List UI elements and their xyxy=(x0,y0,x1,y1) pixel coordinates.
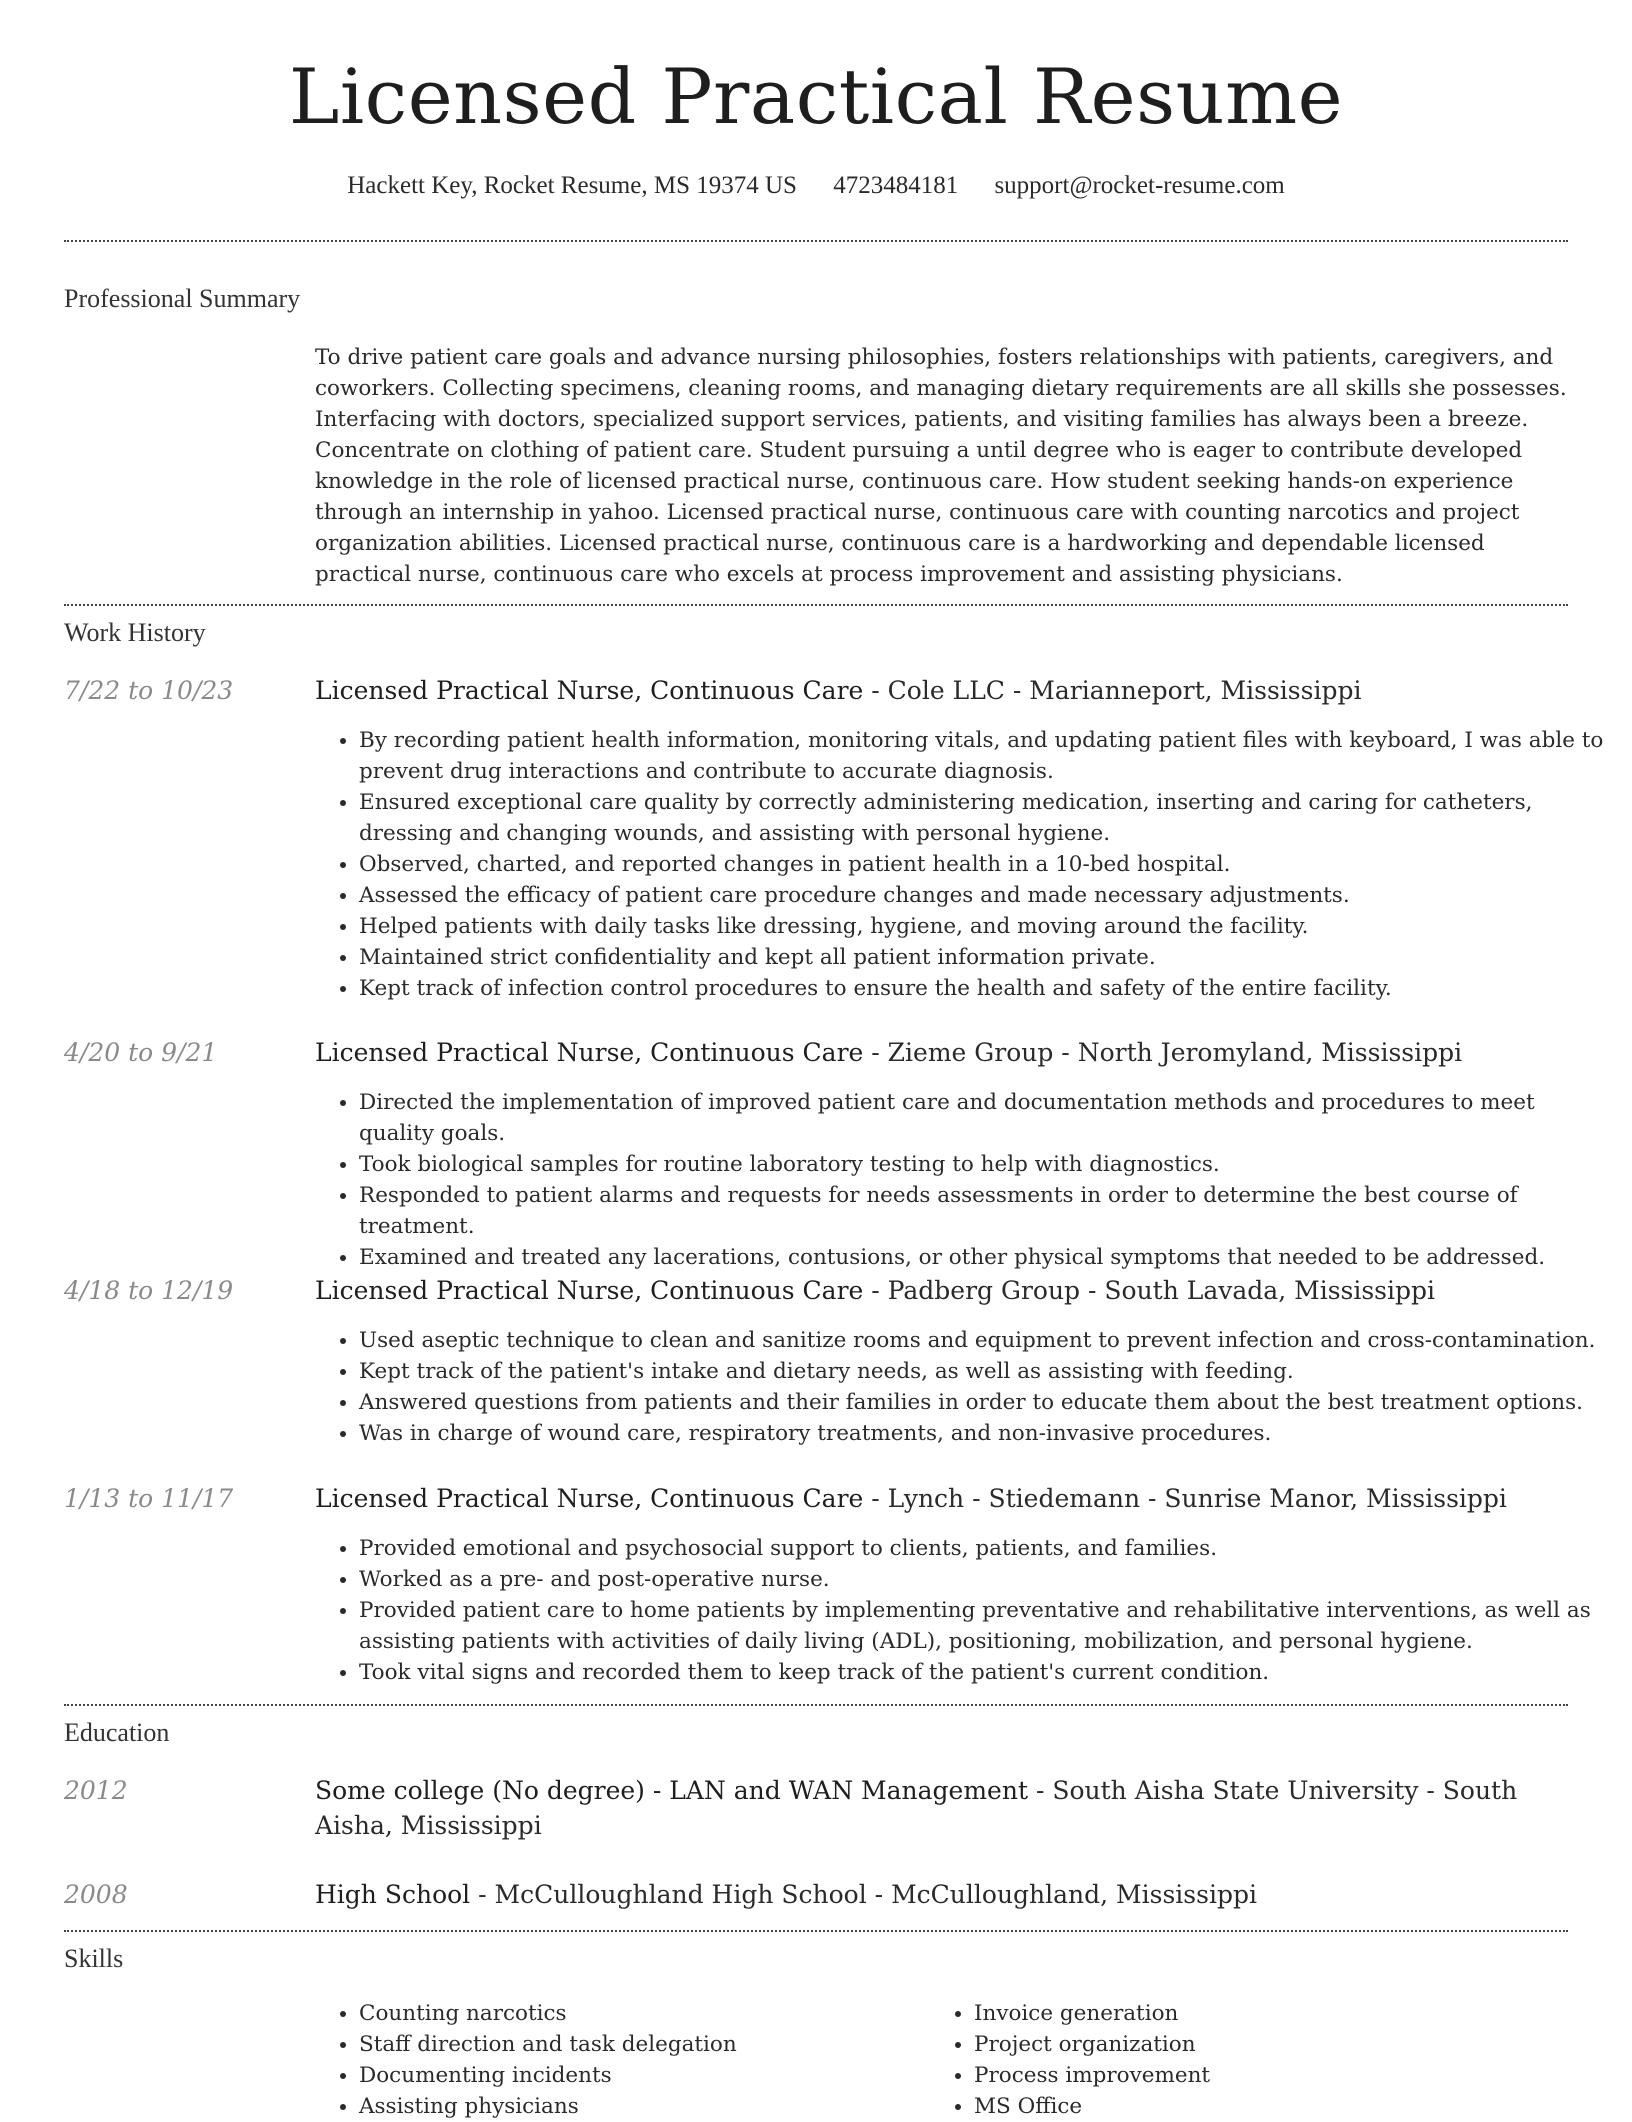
education-degree: Some college (No degree) - LAN and WAN Management xyxy=(315,1776,1028,1805)
job-title xyxy=(315,1481,1570,1516)
section-title-summary: Professional Summary xyxy=(64,284,301,313)
job-bullet: • Kept track of infection control procedures to ensure the health and safety of the entire facility. xyxy=(359,973,1609,1004)
education-entry xyxy=(315,1773,1570,1843)
job-role: Licensed Practical Nurse, Continuous Care xyxy=(315,676,864,705)
section-title-work: Work History xyxy=(64,618,206,647)
job-bullet: • Was in charge of wound care, respiratory treatments, and non-invasive procedures. xyxy=(359,1418,1609,1449)
job-dates: 7/22 to 10/23 xyxy=(64,676,234,705)
job-bullet: • Answered questions from patients and their families in order to educate them about the best treatment options. xyxy=(359,1387,1609,1418)
skill-item: • Process improvement xyxy=(974,2060,1574,2091)
contact-line xyxy=(0,172,1632,200)
divider xyxy=(64,1930,1568,1932)
job-dates: 1/13 to 11/17 xyxy=(64,1484,234,1513)
job-bullet: • Observed, charted, and reported changes in patient health in a 10-bed hospital. xyxy=(359,849,1609,880)
job-bullet: • Helped patients with daily tasks like dressing, hygiene, and moving around the facility. xyxy=(359,911,1609,942)
job-details: - Zieme Group - North Jeromyland, Mississippi xyxy=(863,1038,1463,1067)
job-title xyxy=(315,1273,1570,1308)
job-bullets xyxy=(315,725,1609,1004)
job-bullet: • Assessed the efficacy of patient care procedure changes and made necessary adjustments. xyxy=(359,880,1609,911)
job-title xyxy=(315,1035,1570,1070)
education-degree: High School xyxy=(315,1880,471,1909)
skill-item: • Staff direction and task delegation xyxy=(359,2029,919,2060)
job-bullet: • Took biological samples for routine laboratory testing to help with diagnostics. xyxy=(359,1149,1609,1180)
job-dates: 4/20 to 9/21 xyxy=(64,1038,218,1067)
job-bullet: • Kept track of the patient's intake and dietary needs, as well as assisting with feeding. xyxy=(359,1356,1609,1387)
job-details: - Padberg Group - South Lavada, Mississippi xyxy=(863,1276,1436,1305)
education-details: - South Aisha State University - South Aisha, Mississippi xyxy=(315,1776,1518,1840)
job-bullet: • Used aseptic technique to clean and sanitize rooms and equipment to prevent infection and cross-contamination. xyxy=(359,1325,1609,1356)
skill-item: • MS Office xyxy=(974,2091,1574,2122)
skill-item: • Assisting physicians xyxy=(359,2091,919,2122)
divider xyxy=(64,1704,1568,1706)
education-entry xyxy=(315,1877,1570,1912)
job-bullets xyxy=(315,1533,1609,1688)
job-bullet: • Provided emotional and psychosocial support to clients, patients, and families. xyxy=(359,1533,1609,1564)
job-bullets xyxy=(315,1325,1609,1449)
job-bullet: • Worked as a pre- and post-operative nurse. xyxy=(359,1564,1609,1595)
section-title-skills: Skills xyxy=(64,1944,124,1973)
job-bullet: • Maintained strict confidentiality and kept all patient information private. xyxy=(359,942,1609,973)
resume-name: Licensed Practical Resume xyxy=(288,52,1344,141)
skill-item: • Project organization xyxy=(974,2029,1574,2060)
job-role: Licensed Practical Nurse, Continuous Care xyxy=(315,1484,864,1513)
divider xyxy=(64,240,1568,242)
divider xyxy=(64,604,1568,606)
contact-email: support@rocket-resume.com xyxy=(994,172,1285,199)
skill-item: • Documenting incidents xyxy=(359,2060,919,2091)
job-details: - Cole LLC - Marianneport, Mississippi xyxy=(863,676,1362,705)
job-bullet: • Ensured exceptional care quality by correctly administering medication, inserting and caring for catheters, dressing and changing wounds, and assisting with personal hygiene. xyxy=(359,787,1609,849)
education-year: 2012 xyxy=(64,1776,128,1805)
job-dates: 4/18 to 12/19 xyxy=(64,1276,234,1305)
job-role: Licensed Practical Nurse, Continuous Care xyxy=(315,1038,864,1067)
contact-address: Hackett Key, Rocket Resume, MS 19374 US xyxy=(347,172,797,199)
skills-list-left xyxy=(315,1998,919,2122)
job-bullet: • By recording patient health information, monitoring vitals, and updating patient files with keyboard, I was able to prevent drug interactions and contribute to accurate diagnosis. xyxy=(359,725,1609,787)
job-title xyxy=(315,673,1570,708)
section-title-education: Education xyxy=(64,1718,170,1747)
job-role: Licensed Practical Nurse, Continuous Care xyxy=(315,1276,864,1305)
job-details: - Lynch - Stiedemann - Sunrise Manor, Mississippi xyxy=(863,1484,1507,1513)
skill-item: • Counting narcotics xyxy=(359,1998,919,2029)
job-bullet: • Examined and treated any lacerations, contusions, or other physical symptoms that needed to be addressed. xyxy=(359,1242,1609,1273)
education-year: 2008 xyxy=(64,1880,128,1909)
education-details: - McCulloughland High School - McCulloughland, Mississippi xyxy=(470,1880,1257,1909)
job-bullet: • Responded to patient alarms and requests for needs assessments in order to determine the best course of treatment. xyxy=(359,1180,1609,1242)
contact-phone: 4723484181 xyxy=(833,172,959,199)
skills-list-right xyxy=(930,1998,1574,2122)
job-bullet: • Provided patient care to home patients by implementing preventative and rehabilitative interventions, as well as assisting patients with activities of daily living (ADL), positioning, mobilization, and personal hygiene. xyxy=(359,1595,1609,1657)
job-bullet: • Took vital signs and recorded them to keep track of the patient's current condition. xyxy=(359,1657,1609,1688)
job-bullet: • Directed the implementation of improved patient care and documentation methods and procedures to meet quality goals. xyxy=(359,1087,1609,1149)
summary-text: To drive patient care goals and advance nursing philosophies, fosters relationships with patients, caregivers, and coworkers. Collecting specimens, cleaning rooms, and managing dietary requirements are all skills she possesses. Interfacing with doctors, specialized support services, patients, and visiting families has always been a breeze. Concentrate on clothing of patient care. Student pursuing a until degree who is eager to contribute developed knowledge in the role of licensed practical nurse, continuous care. How student seeking hands-on experience through an internship in yahoo. Licensed practical nurse, continuous care with counting narcotics and project organization abilities. Licensed practical nurse, continuous care is a hardworking and dependable licensed practical nurse, continuous care who excels at process improvement and assisting physicians. xyxy=(315,345,1567,587)
skill-item: • Invoice generation xyxy=(974,1998,1574,2029)
job-bullets xyxy=(315,1087,1609,1273)
